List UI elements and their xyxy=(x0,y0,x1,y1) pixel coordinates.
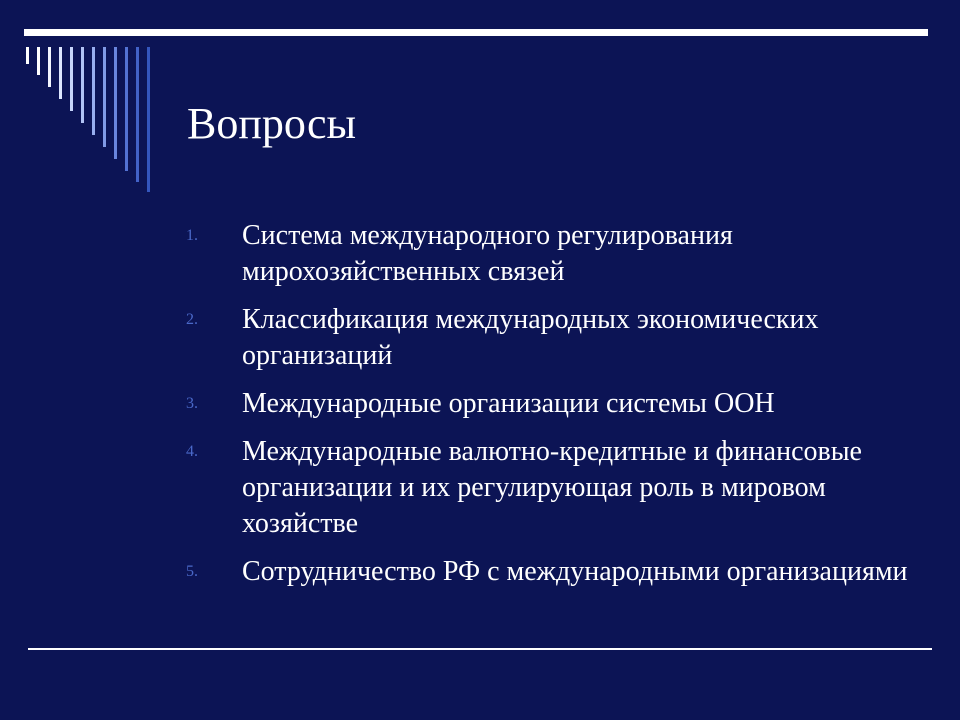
stripe xyxy=(59,47,62,99)
item-number: 4. xyxy=(186,443,198,460)
bottom-rule xyxy=(28,648,932,650)
item-text: Сотрудничество РФ с международными организациями xyxy=(242,556,908,587)
stripe xyxy=(136,47,139,182)
item-text: Международные организации системы ООН xyxy=(242,388,775,419)
list-item xyxy=(186,434,916,542)
list-item xyxy=(186,554,916,590)
slide-title: Вопросы xyxy=(187,99,357,148)
stripe xyxy=(48,47,51,87)
item-text: Система международного регулирования мирохозяйственных связей xyxy=(242,220,733,287)
decorative-stripes xyxy=(0,0,200,200)
item-number: 2. xyxy=(186,311,198,328)
stripe xyxy=(92,47,95,135)
item-number: 1. xyxy=(186,227,198,244)
stripe xyxy=(81,47,84,123)
question-list xyxy=(186,218,916,602)
item-text: Международные валютно-кредитные и финансовые организации и их регулирующая роль в мировом хозяйстве xyxy=(242,436,862,539)
stripe xyxy=(114,47,117,159)
stripe xyxy=(26,47,29,64)
stripe xyxy=(147,47,150,192)
item-number: 5. xyxy=(186,563,198,580)
stripe xyxy=(37,47,40,75)
stripe xyxy=(70,47,73,111)
list-item xyxy=(186,302,916,374)
stripe xyxy=(125,47,128,171)
item-text: Классификация международных экономических организаций xyxy=(242,304,819,371)
list-item xyxy=(186,218,916,290)
stripe xyxy=(103,47,106,147)
item-number: 3. xyxy=(186,395,198,412)
list-item xyxy=(186,386,916,422)
